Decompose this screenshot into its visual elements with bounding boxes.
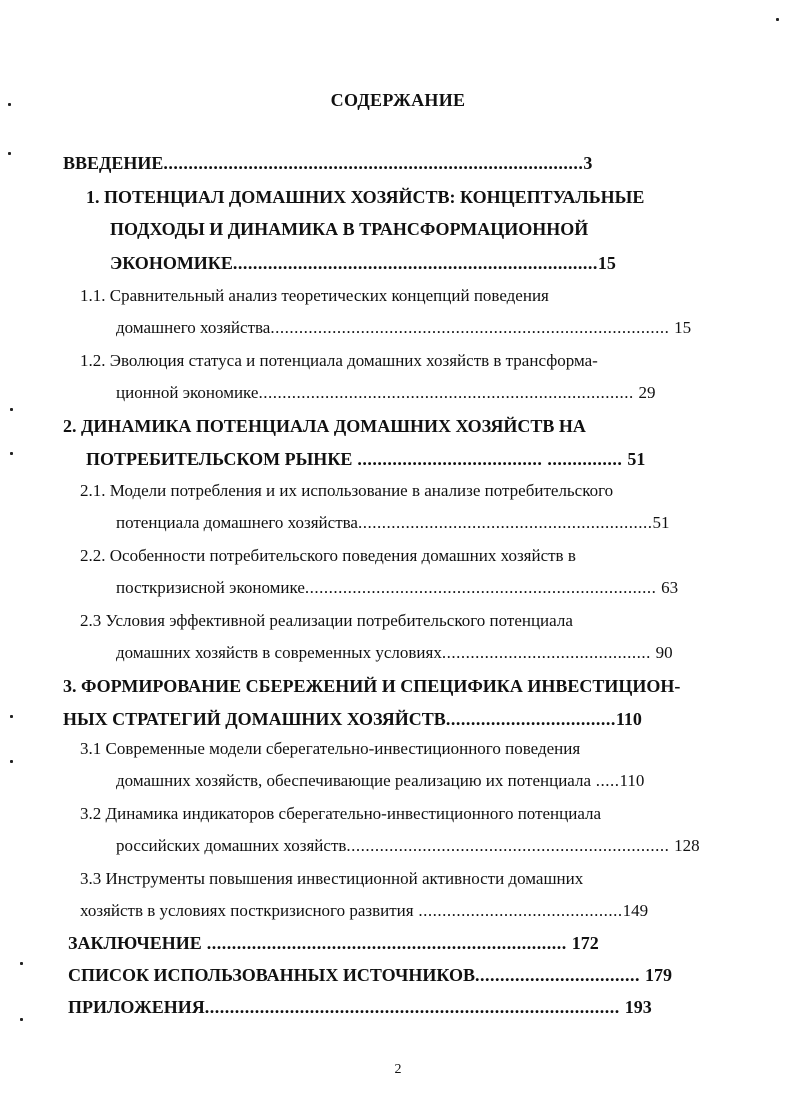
scan-speck [8,152,11,155]
toc-entry-chapter-1-line-2: ПОДХОДЫ И ДИНАМИКА В ТРАНСФОРМАЦИОННОЙ [110,219,589,239]
toc-entry-chapter-2-line-2: ПОТРЕБИТЕЛЬСКОМ РЫНКЕ ..................................... ............... 51 [86,449,646,469]
toc-entry-chapter-3-line-2: НЫХ СТРАТЕГИЙ ДОМАШНИХ ХОЗЯЙСТВ..................................110 [63,709,642,729]
scan-speck [776,18,779,21]
toc-entry-3-1-line-2: домашних хозяйств, обеспечивающие реализацию их потенциала .....110 [116,771,645,790]
scan-speck [10,408,13,411]
toc-entry-3-3-line-2: хозяйств в условиях посткризисного развития ...........................................149 [80,901,649,920]
toc-entry-2-2-line-2: посткризисной экономике.......................................................................... 63 [116,578,679,597]
scan-speck [10,452,13,455]
scan-speck [10,715,13,718]
toc-entry-conclusion: ЗАКЛЮЧЕНИЕ ........................................................................ 172 [68,933,599,953]
toc-entry-3-2-line-2: российских домашних хозяйств.................................................................... 128 [116,836,700,855]
scan-speck [10,760,13,763]
toc-entry-chapter-1-line-3: ЭКОНОМИКЕ.........................................................................15 [110,253,616,273]
scan-speck [20,1018,23,1021]
toc-entry-intro: ВВЕДЕНИЕ....................................................................................3 [63,153,593,173]
toc-entry-3-1-line-1: 3.1 Современные модели сберегательно-инвестиционного поведения [80,739,581,758]
page-title: СОДЕРЖАНИЕ [330,90,466,110]
toc-entry-1-1-line-1: 1.1. Сравнительный анализ теоретических концепций поведения [80,286,549,305]
toc-entry-2-1-line-1: 2.1. Модели потребления и их использование в анализе потребительского [80,481,614,500]
toc-entry-2-2-line-1: 2.2. Особенности потребительского поведения домашних хозяйств в [80,546,576,565]
toc-entry-appendices: ПРИЛОЖЕНИЯ................................................................................... 193 [68,997,652,1017]
toc-entry-1-2-line-1: 1.2. Эволюция статуса и потенциала домашних хозяйств в трансформа- [80,351,598,370]
toc-entry-3-2-line-1: 3.2 Динамика индикаторов сберегательно-инвестиционного потенциала [80,804,602,823]
scan-speck [8,103,11,106]
toc-entry-3-3-line-1: 3.3 Инструменты повышения инвестиционной активности домашних [80,869,584,888]
toc-entry-2-1-line-2: потенциала домашнего хозяйства..............................................................51 [116,513,670,532]
toc-entry-1-1-line-2: домашнего хозяйства.................................................................................... 15 [116,318,692,337]
scan-speck [20,962,23,965]
page-number: 2 [394,1062,402,1077]
toc-entry-chapter-2-line-1: 2. ДИНАМИКА ПОТЕНЦИАЛА ДОМАШНИХ ХОЗЯЙСТВ НА [63,416,586,436]
toc-entry-1-2-line-2: ционной экономике............................................................................... 29 [116,383,656,402]
toc-entry-chapter-1-line-1: 1. ПОТЕНЦИАЛ ДОМАШНИХ ХОЗЯЙСТВ: КОНЦЕПТУАЛЬНЫЕ [86,187,645,207]
toc-entry-2-3-line-2: домашних хозяйств в современных условиях............................................ 90 [116,643,673,662]
toc-entry-chapter-3-line-1: 3. ФОРМИРОВАНИЕ СБЕРЕЖЕНИЙ И СПЕЦИФИКА ИНВЕСТИЦИОН- [63,676,681,696]
toc-entry-2-3-line-1: 2.3 Условия эффективной реализации потребительского потенциала [80,611,573,630]
toc-entry-references: СПИСОК ИСПОЛЬЗОВАННЫХ ИСТОЧНИКОВ................................. 179 [68,965,672,985]
